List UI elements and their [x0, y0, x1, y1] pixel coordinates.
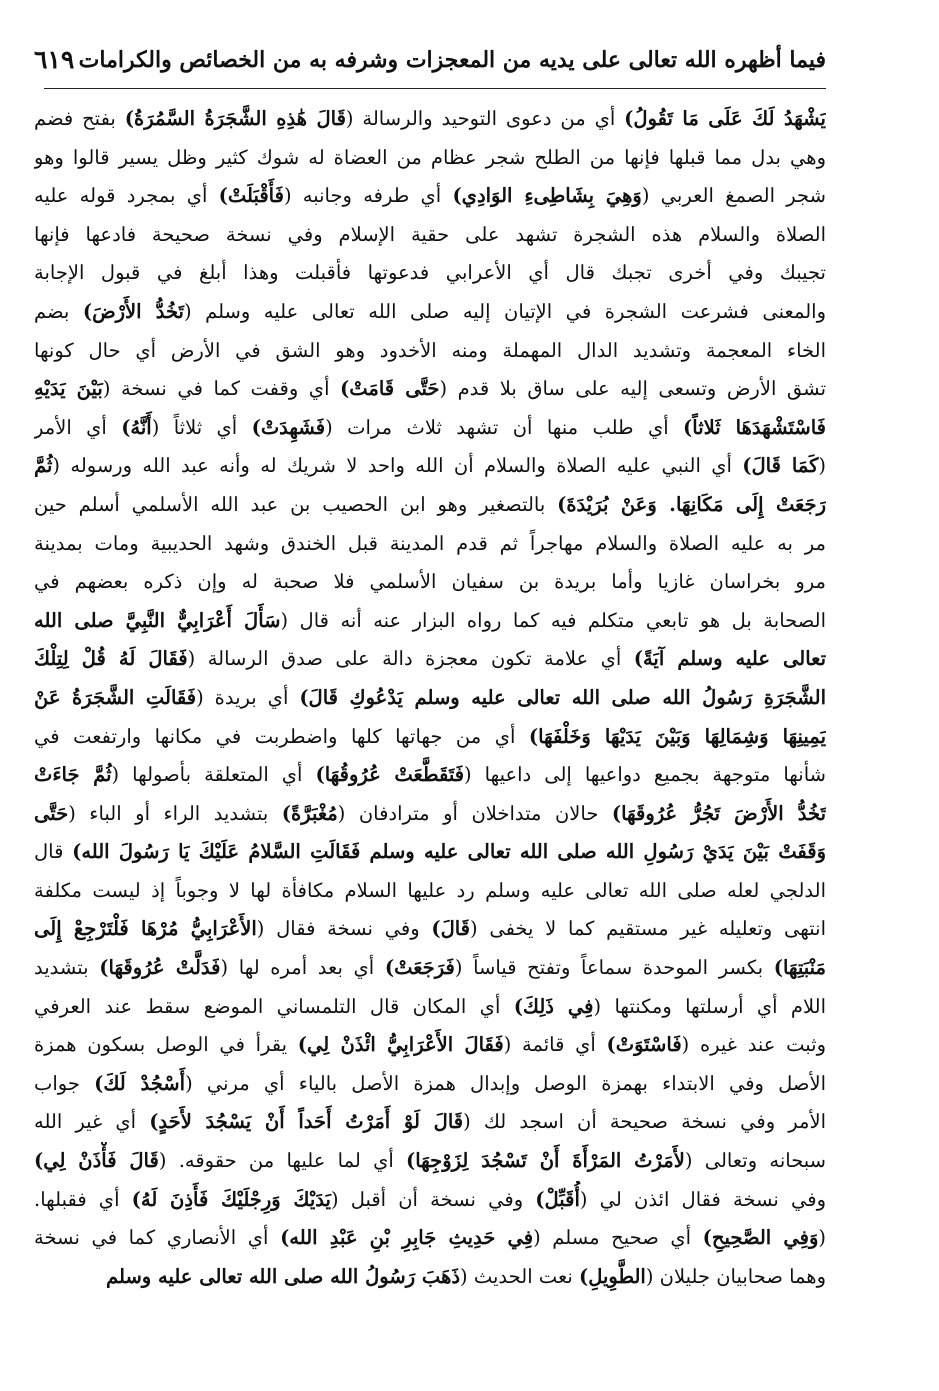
- commentary-text: اللام أي أرسلتها ومكنتها (: [593, 994, 826, 1018]
- commentary-text: بتشديد: [34, 956, 100, 980]
- commentary-text: أي بريدة (: [196, 685, 300, 709]
- text-line: [34, 718, 826, 757]
- text-line: [34, 139, 826, 178]
- text-line: [34, 1065, 826, 1104]
- quoted-text: فَتَقَطَّعَتْ عُرُوقُهَا): [315, 763, 465, 787]
- text-line: [34, 640, 826, 679]
- text-line: [34, 910, 826, 949]
- quoted-text: ثُمَّ: [34, 454, 53, 478]
- commentary-text: أي علامة تكون معجزة دالة على صدق الرسالة (: [187, 647, 634, 671]
- quoted-text: قَالَ): [431, 917, 471, 941]
- commentary-text: أي من جهاتها كلها واضطربت في مكانها وارتفعت في: [34, 724, 529, 748]
- commentary-text: بكسر الموحدة سماعاً وتفتح قياساً (: [454, 956, 774, 980]
- text-line: [34, 1258, 826, 1297]
- text-line: [34, 447, 826, 486]
- quoted-text: فَاسْتَوَتْ): [606, 1033, 682, 1057]
- text-line: [34, 795, 826, 834]
- quoted-text: حَتَّى: [34, 801, 69, 825]
- text-line: [34, 486, 826, 525]
- body-text: [34, 100, 826, 1380]
- quoted-text: فَاسْتَشْهَدَهَا ثَلاثاً): [683, 415, 826, 439]
- quoted-text: كَمَا قَالَ): [742, 454, 819, 478]
- text-line: [34, 1026, 826, 1065]
- commentary-text: حالان متداخلان أو مترادفان (: [337, 801, 612, 825]
- commentary-text: قال: [34, 840, 73, 864]
- commentary-text: أي النبي عليه الصلاة والسلام أن الله واحد لا شريك له وأنه عبد الله ورسوله (: [52, 454, 743, 478]
- commentary-text: وفي نسخة أن أقبل (: [330, 1187, 536, 1211]
- quoted-text: الطَّوِيلِ): [579, 1264, 646, 1288]
- text-line: [34, 1181, 826, 1220]
- commentary-text: أي وقفت كما في نسخة (: [102, 377, 341, 401]
- text-line: [34, 409, 826, 448]
- commentary-text: وفي نسخة فقال ائذن لي (: [579, 1187, 826, 1211]
- commentary-text: أي لما عليها من حقوقه. (: [158, 1149, 407, 1173]
- header-divider: [44, 88, 826, 89]
- quoted-text: قَالَ فَأْذَنْ لِي): [34, 1149, 159, 1173]
- commentary-text: وهي بدل مما قبلها فإنها من الطلح شجر عظام من العضاة له شوك كثير وظل يسير قالوا وهو: [34, 145, 826, 169]
- quoted-text: تَخُدُّ الأَرْضَ): [82, 299, 184, 323]
- quoted-text: قَالَ هَٰذِهِ الشَّجَرَةُ السَّمُرَةُ): [124, 107, 346, 130]
- quoted-text: مُغْبَرَّةً): [281, 801, 338, 825]
- quoted-text: فَدَلَّتْ عُرُوقَهَا): [99, 956, 221, 980]
- commentary-text: شأنها متوجهة بجميع دواعيها إلى داعيها (: [464, 763, 826, 787]
- commentary-text: الدلجي لعله صلى الله تعالى عليه وسلم رد عليها السلام مكافأة لها لا وجوباً إذ ليست مكلفة: [34, 878, 826, 902]
- quoted-text: فِي حَدِيثِ جَابِرِ بْنِ عَبْدِ الله): [280, 1226, 534, 1250]
- quoted-text: فِي ذَلِكَ): [513, 994, 594, 1018]
- text-line: [34, 872, 826, 911]
- quoted-text: فَقَالَ لَهُ قُلْ لِتِلْكَ: [34, 647, 188, 671]
- commentary-text: الصحابة بل هو تابعي متكلم فيه كما رواه البزار عنه أنه قال (: [280, 608, 826, 632]
- text-line: [34, 293, 826, 332]
- commentary-text: (: [818, 1226, 826, 1250]
- quoted-text: مَنْبَتِهَا): [773, 956, 826, 980]
- quoted-text: أَسْجُدْ لَكَ): [94, 1071, 186, 1095]
- commentary-text: أي طرفه وجانبه (: [283, 184, 453, 208]
- commentary-text: تشق الأرض وتسعى إليه على ساق بلا قدم (: [439, 377, 826, 401]
- commentary-text: مرو بخراسان غازيا وأما بريدة بن سفيان الأسلمي فلا صحبة له وإن ذكره بعضهم في: [34, 570, 826, 594]
- text-line: [34, 602, 826, 641]
- quoted-text: وَقَفَتْ بَيْنَ يَدَيْ رَسُولِ الله صلى الله تعالى عليه وسلم فَقَالَتِ السَّلامُ عَلَيْكَ يَا رَسُولَ الله): [72, 840, 826, 864]
- text-line: [34, 254, 826, 293]
- commentary-text: الأمر وفي نسخة صحيحة أن اسجد لك (: [463, 1110, 826, 1134]
- commentary-text: تجيبك وفي أخرى تجبك قال أي الأعرابي فدعوتها فأقبلت وهذا أبلغ في قبول الإجابة: [34, 261, 826, 285]
- commentary-text: أي صحيح مسلم (: [533, 1226, 703, 1250]
- commentary-text: سبحانه وتعالى (: [684, 1149, 826, 1173]
- text-line: [34, 1142, 826, 1181]
- quoted-text: فَأَقْبَلَتْ): [218, 184, 284, 208]
- commentary-text: أي المتعلقة بأصولها (: [111, 763, 316, 787]
- text-line: [34, 833, 826, 872]
- quoted-text: الأَعْرَابِيُّ مُرْهَا فَلْتَرْجِعْ إِلَى: [34, 917, 257, 941]
- quoted-text: تعالى عليه وسلم آيَةً): [633, 647, 826, 671]
- quoted-text: سَأَلَ أَعْرَابِيٌّ النَّبِيَّ صلى الله: [34, 608, 281, 632]
- text-line: [34, 679, 826, 718]
- commentary-text: أي فقبلها.: [34, 1187, 132, 1211]
- commentary-text: بتشديد الراء أو الباء (: [68, 801, 282, 825]
- commentary-text: أي غير الله: [34, 1110, 150, 1134]
- commentary-text: أي بمجرد قوله عليه: [34, 184, 219, 208]
- commentary-text: أي ثلاثاً (: [151, 415, 252, 439]
- text-line: [34, 332, 826, 371]
- text-line: [34, 177, 826, 216]
- commentary-text: وفي نسخة فقال (: [256, 917, 432, 941]
- quoted-text: أُقَبِّلْ): [535, 1187, 580, 1211]
- quoted-text: لأَمَرْتُ المَرْأَةَ أَنْ تَسْجُدَ لِزَوْجِهَا): [406, 1149, 685, 1173]
- commentary-text: بفتح فضم: [34, 107, 125, 130]
- quoted-text: حَتَّى قَامَتْ): [340, 377, 440, 401]
- commentary-text: يقرأ في الوصل بسكون همزة: [34, 1033, 298, 1057]
- text-line: [34, 216, 826, 255]
- quoted-text: فَقَالَتِ الشَّجَرَةُ عَنْ: [34, 685, 197, 709]
- text-line: [34, 370, 826, 409]
- commentary-text: وهما صحابيان جليلان (: [645, 1264, 826, 1288]
- page-number: ٦١٩: [34, 45, 75, 74]
- quoted-text: الشَّجَرَةِ رَسُولُ الله صلى الله تعالى عليه وسلم يَدْعُوكِ قَالَ): [299, 685, 826, 709]
- commentary-text: شجر الصمغ العربي (: [641, 184, 826, 208]
- text-line: [34, 1103, 826, 1142]
- text-line: [34, 1219, 826, 1258]
- quoted-text: فَرَجَعَتْ): [384, 956, 455, 980]
- text-line: [34, 756, 826, 795]
- text-line: [34, 988, 826, 1027]
- quoted-text: بَيْنَ يَدَيْهِ: [34, 377, 103, 401]
- text-line: [34, 949, 826, 988]
- commentary-text: أي المكان قال التلمساني الموضع سقط عند العرفي: [34, 994, 514, 1018]
- text-line: [34, 563, 826, 602]
- commentary-text: أي من دعوى التوحيد والرسالة (: [345, 107, 625, 130]
- quoted-text: فَشَهِدَتْ): [251, 415, 326, 439]
- text-line: [34, 100, 826, 139]
- commentary-text: (: [818, 454, 826, 478]
- commentary-text: أي الأمر: [34, 415, 122, 439]
- quoted-text: يَدَيْكَ وَرِجْلَيْكَ فَأَذِنَ لَهُ): [131, 1187, 331, 1211]
- quoted-text: رَجَعَتْ إِلَى مَكَانِهَا. وَعَنْ بُرَيْدَةَ): [557, 492, 826, 516]
- quoted-text: تَخُدُّ الأَرْضَ تَجُرُّ عُرُوقَهَا): [611, 801, 826, 825]
- quoted-text: يَشْهَدُ لَكَ عَلَى مَا تَقُولُ): [624, 107, 826, 130]
- commentary-text: أي بعد أمره لها (: [220, 956, 385, 980]
- text-line: [34, 525, 826, 564]
- quoted-text: ذَهَبَ رَسُولُ الله صلى الله تعالى عليه وسلم: [106, 1264, 461, 1288]
- commentary-text: انتهى وتعليله غير مستقيم كما لا يخفى (: [470, 917, 826, 941]
- commentary-text: الصلاة والسلام هذه الشجرة تشهد على حقية الإسلام وفي نسخة صحيحة فادعها فإنها: [34, 222, 826, 246]
- quoted-text: أَنَّهُ): [121, 415, 152, 439]
- commentary-text: بالتصغير وهو ابن الحصيب بن عبد الله الأسلمي أسلم حين: [34, 492, 558, 516]
- commentary-text: جواب: [34, 1071, 95, 1095]
- commentary-text: وثبت عند غيره (: [681, 1033, 826, 1057]
- commentary-text: أي طلب منها أن تشهد ثلاث مرات (: [325, 415, 684, 439]
- commentary-text: الأصل وفي الابتداء بهمزة الوصل وإبدال همزة الأصل بالياء أي مرني (: [185, 1071, 826, 1095]
- running-header: فيما أظهره الله تعالى على يديه من المعجزات وشرفه به من الخصائص والكرامات: [78, 47, 826, 73]
- quoted-text: قَالَ لَوْ أَمَرْتُ أَحَداً أَنْ يَسْجُدَ لأَحَدٍ): [149, 1110, 464, 1134]
- quoted-text: وَهِيَ بِشَاطِىءِ الوَادِي): [452, 184, 642, 208]
- commentary-text: الخاء المعجمة وتشديد الدال المهملة ومنه الأخدود وهو الشق في الأرض أي حال كونها: [34, 338, 826, 362]
- quoted-text: يَمِينِهَا وَشِمَالِهَا وَبَيْنَ يَدَيْهَا وَخَلْفَهَا): [528, 724, 826, 748]
- commentary-text: بضم: [34, 299, 83, 323]
- commentary-text: أي قائمة (: [503, 1033, 607, 1057]
- quoted-text: ثُمَّ جَاءَتْ: [34, 763, 112, 787]
- quoted-text: فَقَالَ الأَعْرَابِيُّ ائْذَنْ لِي): [297, 1033, 504, 1057]
- commentary-text: نعت الحديث (: [460, 1264, 579, 1288]
- commentary-text: مر به عليه الصلاة والسلام مهاجراً ثم قدم المدينة قبل الخندق وشهد الحديبية ومات بمدينة: [34, 531, 826, 555]
- quoted-text: وَفِي الصَّحِيحِ): [702, 1226, 819, 1250]
- commentary-text: أي الأنصاري كما في نسخة: [34, 1226, 281, 1250]
- commentary-text: والمعنى فشرعت الشجرة في الإتيان إليه صلى الله تعالى عليه وسلم (: [183, 299, 826, 323]
